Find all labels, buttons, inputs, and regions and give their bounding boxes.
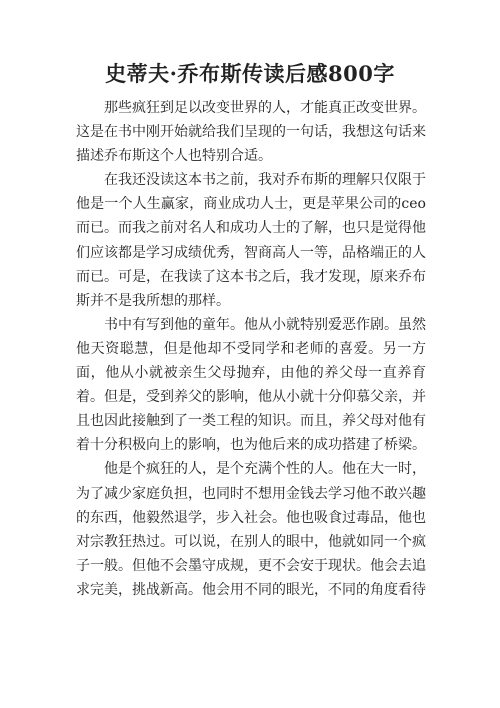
- paragraph-2: 在我还没读这本书之前，我对乔布斯的理解只仅限于他是一个人生赢家，商业成功人士，更是苹果公司的ceo而已。而我之前对名人和成功人士的了解，也只是觉得他们应该都是学习成绩优秀，智商高人一等，品格端正的人而已。可是，在我读了这本书之后，我才发现，原来乔布斯并不是我所想的那样。: [76, 172, 426, 309]
- document-title: 史蒂夫·乔布斯传读后感800字: [105, 61, 395, 86]
- document-body: [76, 96, 426, 602]
- paragraph-4: 他是个疯狂的人，是个充满个性的人。他在大一时，为了减少家庭负担，也同时不想用金钱去学习他不敢兴趣的东西，他毅然退学，步入社会。他也吸食过毒品，他也对宗教狂热过。可以说，在别人的眼中，他就如同一个疯子一般。但他不会墨守成规，更不会安于现状。他会去追求完美，挑战新高。他会用不同的眼光，不同的角度看待: [76, 461, 426, 598]
- paragraph-3: 书中有写到他的童年。他从小就特别爱恶作剧。虽然他天资聪慧，但是他却不受同学和老师的喜爱。另一方面，他从小就被亲生父母抛弃，由他的养父母一直养育着。但是，受到养父的影响，他从小就十分仰慕父亲，并且也因此接触到了一类工程的知识。而且，养父母对他有着十分积极向上的影响，也为他后来的成功搭建了桥梁。: [76, 316, 426, 454]
- paragraph-1: 那些疯狂到足以改变世界的人，才能真正改变世界。这是在书中刚开始就给我们呈现的一句话，我想这句话来描述乔布斯这个人也特别合适。: [76, 100, 426, 165]
